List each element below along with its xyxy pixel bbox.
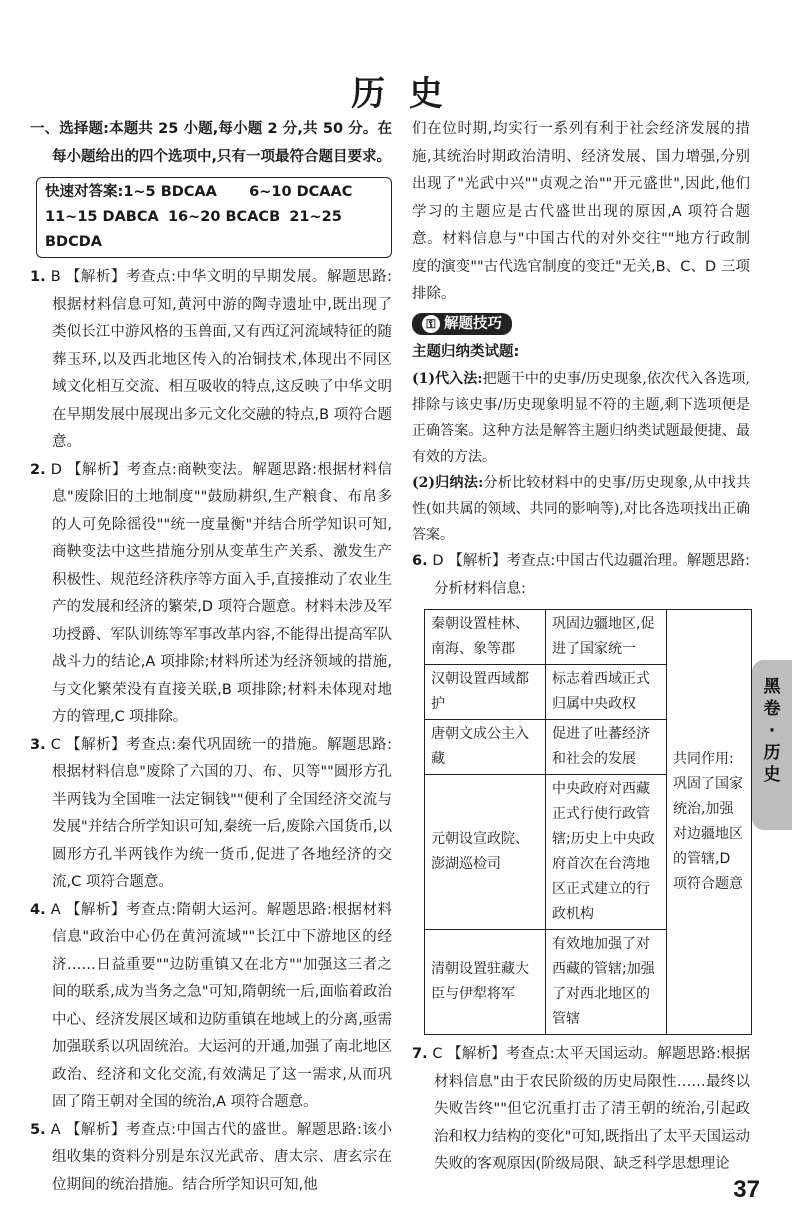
table-row: 汉朝设置西域都护 标志着西域正式归属中央政权: [425, 665, 752, 720]
tip-method-2: (2)归纳法:分析比较材料中的史事/历史现象,从中找共性(如共属的领域、共同的影响等),对比各选项找出正确答案。: [412, 475, 750, 543]
tip-subhead: 主题归纳类试题:: [412, 343, 520, 360]
table-row: 唐朝文成公主入藏 促进了吐蕃经济和社会的发展: [425, 720, 752, 775]
answer-q5: 5. A 【解析】考查点:中国古代的盛世。解题思路:该小组收集的资料分别是东汉光武帝、唐太宗、唐玄宗在位期间的统治措施。结合所学知识可知,他: [30, 1121, 392, 1193]
answer-q6: 6. D 【解析】考查点:中国古代边疆治理。解题思路:分析材料信息:: [412, 553, 751, 597]
table-row: 秦朝设置桂林、南海、象等郡 巩固边疆地区,促进了国家统一 共同作用:巩固了国家统治,加强对边疆地区的管辖,D 项符合题意: [425, 610, 752, 665]
tip-method-1: (1)代入法:把题干中的史事/历史现象,依次代入各选项,排除与该史事/历史现象明显不符的主题,剩下选项便是正确答案。这种方法是解答主题归纳类试题最便捷、最有效的方法。: [412, 371, 750, 465]
left-column: [30, 116, 392, 1199]
right-column: [412, 116, 750, 1179]
table-row: 元朝设宣政院、澎湖巡检司 中央政府对西藏正式行使行政管辖;历史上中央政府首次在台湾地区正式建立的行政机构: [425, 775, 752, 930]
answer-q4: 4. A 【解析】考查点:隋朝大运河。解题思路:根据材料信息"政治中心仍在黄河流域""长江中下游地区的经济……日益重要""边防重镇又在北方""加强这三者之间的联系,成为当务之急"可知,隋朝统一后,面临着政治中心、经济发展区域和边防重镇在地域上的分离,亟需加强联系以巩固统治。大运河的开通,加强了南北地区政治、经济和文化交流,有效满足了这一需求,从而巩固了隋王朝对全国的统治,A 项符合题意。: [30, 901, 392, 1110]
answer-q2: 2. D 【解析】考查点:商鞅变法。解题思路:根据材料信息"废除旧的土地制度""鼓励耕织,生产粮食、布帛多的人可免除徭役""统一度量衡"并结合所学知识可知,商鞅变法中这些措施分别从变革生产关系、激发生产积极性、规范经济秩序等方面入手,直接推动了农业生产的发展和经济的繁荣,D 项符合题意。材料未涉及军功授爵、军队训练等军事改革内容,不能得出提高军队战斗力的结论,A 项排除;材料所述为经济领域的措施,与文化繁荣没有直接关联,B 项排除;材料未体现对地方的管理,C 项排除。: [30, 461, 393, 725]
answer-q5-continued: 们在位时期,均实行一系列有利于社会经济发展的措施,其统治时期政治清明、经济发展、国力增强,分别出现了"光武中兴""贞观之治""开元盛世",因此,他们学习的主题应是古代盛世出现的原因,A 项符合题意。材料信息与"中国古代的对外交往""地方行政制度的演变""古代选官制度的变迁"无关,B、C、D 三项排除。: [412, 121, 750, 302]
q6-common-effect: 共同作用:巩固了国家统治,加强对边疆地区的管辖,D 项符合题意: [667, 610, 752, 1035]
q6-table: [424, 609, 752, 1035]
tip-heading: ⚿ 解题技巧: [412, 313, 512, 335]
answer-q1: 1. B 【解析】考查点:中华文明的早期发展。解题思路:根据材料信息可知,黄河中游的陶寺遗址中,既出现了类似长江中游风格的玉兽面,又有西辽河流域特征的随葬玉环,以及西北地区传入的冶铜技术,体现出不同区域文化相互交流、相互吸收的特点,这反映了中华文明在早期发展中展现出多元文化交融的特点,B 项符合题意。: [30, 269, 393, 450]
answer-q7: 7. C 【解析】考查点:太平天国运动。解题思路:根据材料信息"由于农民阶级的历史局限性……最终以失败告终""但它沉重打击了清王朝的统治,引起政治和权力结构的变化"可知,既指出了太平天国运动失败的客观原因(阶级局限、缺乏科学思想理论: [412, 1046, 751, 1172]
section-heading: 一、选择题:本题共 25 小题,每小题 2 分,共 50 分。在每小题给出的四个选项中,只有一项最符合题目要求。: [30, 121, 392, 165]
table-row: 清朝设置驻藏大臣与伊犁将军 有效地加强了对西藏的管辖;加强了对西北地区的管辖: [425, 930, 752, 1035]
page-number: 37: [733, 1176, 760, 1203]
quick-answer-label: 快速对答案:: [45, 184, 124, 200]
answer-q3: 3. C 【解析】考查点:秦代巩固统一的措施。解题思路:根据材料信息"废除了六国的刀、布、贝等""圆形方孔半两钱为全国唯一法定铜钱""便利了全国经济交流与发展"并结合所学知识可知,秦统一后,废除六国货币,以圆形方孔半两钱作为统一货币,促进了各地经济的交流,C 项符合题意。: [30, 736, 393, 890]
key-icon: ⚿: [422, 315, 440, 333]
page-title: 历 史: [351, 74, 449, 114]
side-tab: 黑 卷 · 历 史: [752, 660, 792, 830]
quick-answer-box: 快速对答案:1~5 BDCAA 6~10 DCAAC 11~15 DABCA 16~20 BCACB 21~25 BDCDA: [36, 177, 392, 258]
